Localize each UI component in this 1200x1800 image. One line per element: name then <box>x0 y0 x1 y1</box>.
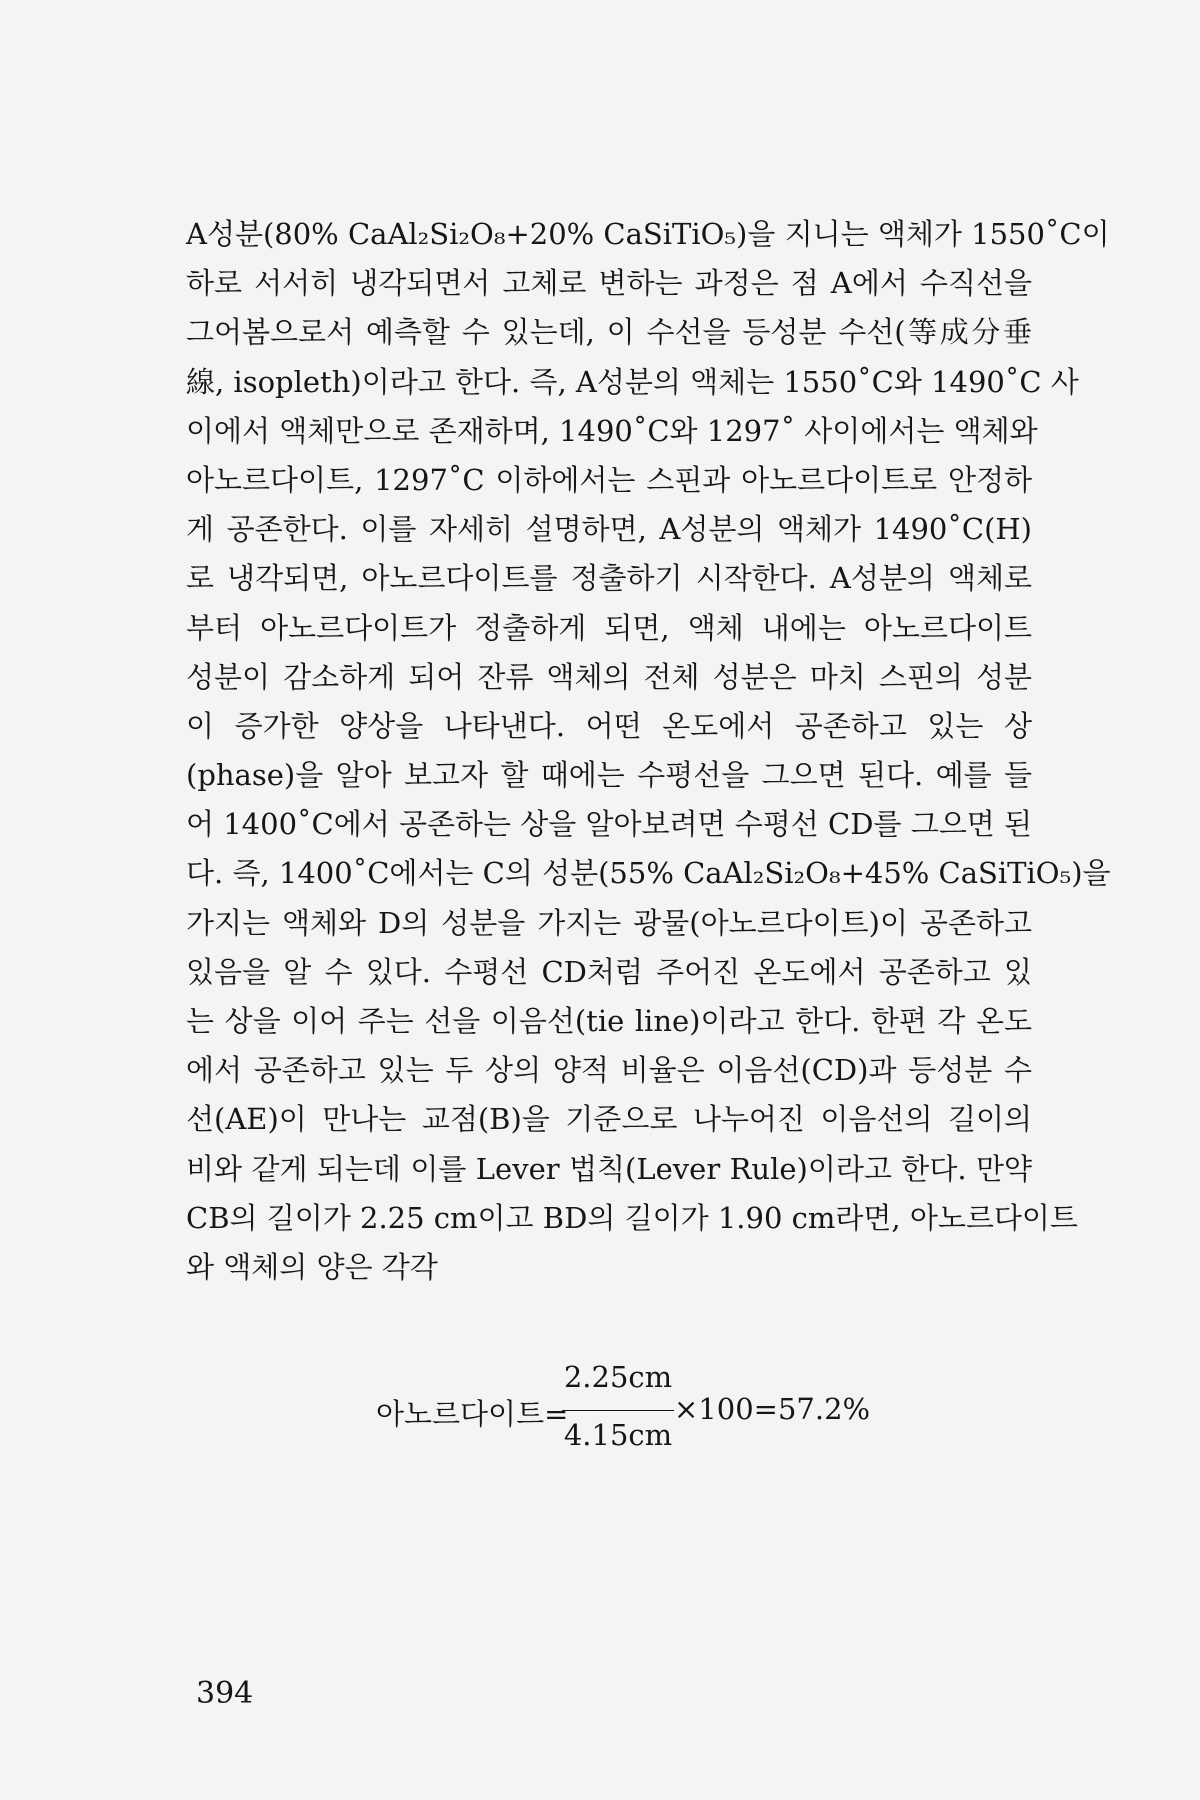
text-line: 어 1400˚C에서 공존하는 상을 알아보려면 수평선 CD를 그으면 된 <box>186 807 1032 842</box>
text-line: 이에서 액체만으로 존재하며, 1490˚C와 1297˚ 사이에서는 액체와 <box>186 413 1038 448</box>
text-line: 성분이 감소하게 되어 잔류 액체의 전체 성분은 마치 스핀의 성분 <box>186 659 1032 694</box>
text-line: 는 상을 이어 주는 선을 이음선(tie line)이라고 한다. 한편 각 온도 <box>186 1004 1032 1038</box>
body-paragraph <box>186 210 1111 1292</box>
fraction-denominator: 4.15cm <box>563 1418 673 1452</box>
text-line-last: 와 액체의 양은 각각 <box>186 1249 438 1284</box>
text-line: 그어봄으로서 예측할 수 있는데, 이 수선을 등성분 수선(等成分垂 <box>186 315 1032 350</box>
text-line: CB의 길이가 2.25 cm이고 BD의 길이가 1.90 cm라면, 아노르다이트 <box>186 1200 1078 1235</box>
fraction-numerator: 2.25cm <box>563 1360 673 1394</box>
lever-rule-equation <box>376 1356 871 1466</box>
text-line: 線, isopleth)이라고 한다. 즉, A성분의 액체는 1550˚C와 1490˚C 사 <box>186 364 1079 399</box>
text-line: 있음을 알 수 있다. 수평선 CD처럼 주어진 온도에서 공존하고 있 <box>186 954 1032 989</box>
text-line: (phase)을 알아 보고자 할 때에는 수평선을 그으면 된다. 예를 들 <box>186 758 1032 793</box>
text-line: 이 증가한 양상을 나타낸다. 어떤 온도에서 공존하고 있는 상 <box>186 708 1032 743</box>
text-line: 가지는 액체와 D의 성분을 가지는 광물(아노르다이트)이 공존하고 <box>186 905 1032 940</box>
equation-lhs: 아노르다이트= <box>376 1397 569 1431</box>
text-line: 부터 아노르다이트가 정출하게 되면, 액체 내에는 아노르다이트 <box>186 610 1032 645</box>
text-line: 에서 공존하고 있는 두 상의 양적 비율은 이음선(CD)과 등성분 수 <box>186 1053 1032 1088</box>
text-line: 다. 즉, 1400˚C에서는 C의 성분(55% CaAl₂Si₂O₈+45% CaSiTiO₅)을 <box>186 856 1111 891</box>
equation-rhs: ×100=57.2% <box>674 1392 871 1426</box>
text-line: 하로 서서히 냉각되면서 고체로 변하는 과정은 점 A에서 수직선을 <box>186 266 1032 301</box>
fraction-bar <box>562 1410 674 1411</box>
text-line: 로 냉각되면, 아노르다이트를 정출하기 시작한다. A성분의 액체로 <box>186 561 1032 596</box>
text-line: 선(AE)이 만나는 교점(B)을 기준으로 나누어진 이음선의 길이의 <box>186 1102 1032 1137</box>
equation-fraction <box>562 1356 674 1466</box>
text-line: 아노르다이트, 1297˚C 이하에서는 스핀과 아노르다이트로 안정하 <box>186 462 1032 497</box>
text-line: A성분(80% CaAl₂Si₂O₈+20% CaSiTiO₅)을 지니는 액체가 1550˚C이 <box>186 217 1110 251</box>
page-number: 394 <box>196 1676 254 1711</box>
text-line: 게 공존한다. 이를 자세히 설명하면, A성분의 액체가 1490˚C(H) <box>186 512 1032 547</box>
text-line: 비와 같게 되는데 이를 Lever 법칙(Lever Rule)이라고 한다. 만약 <box>186 1151 1032 1186</box>
